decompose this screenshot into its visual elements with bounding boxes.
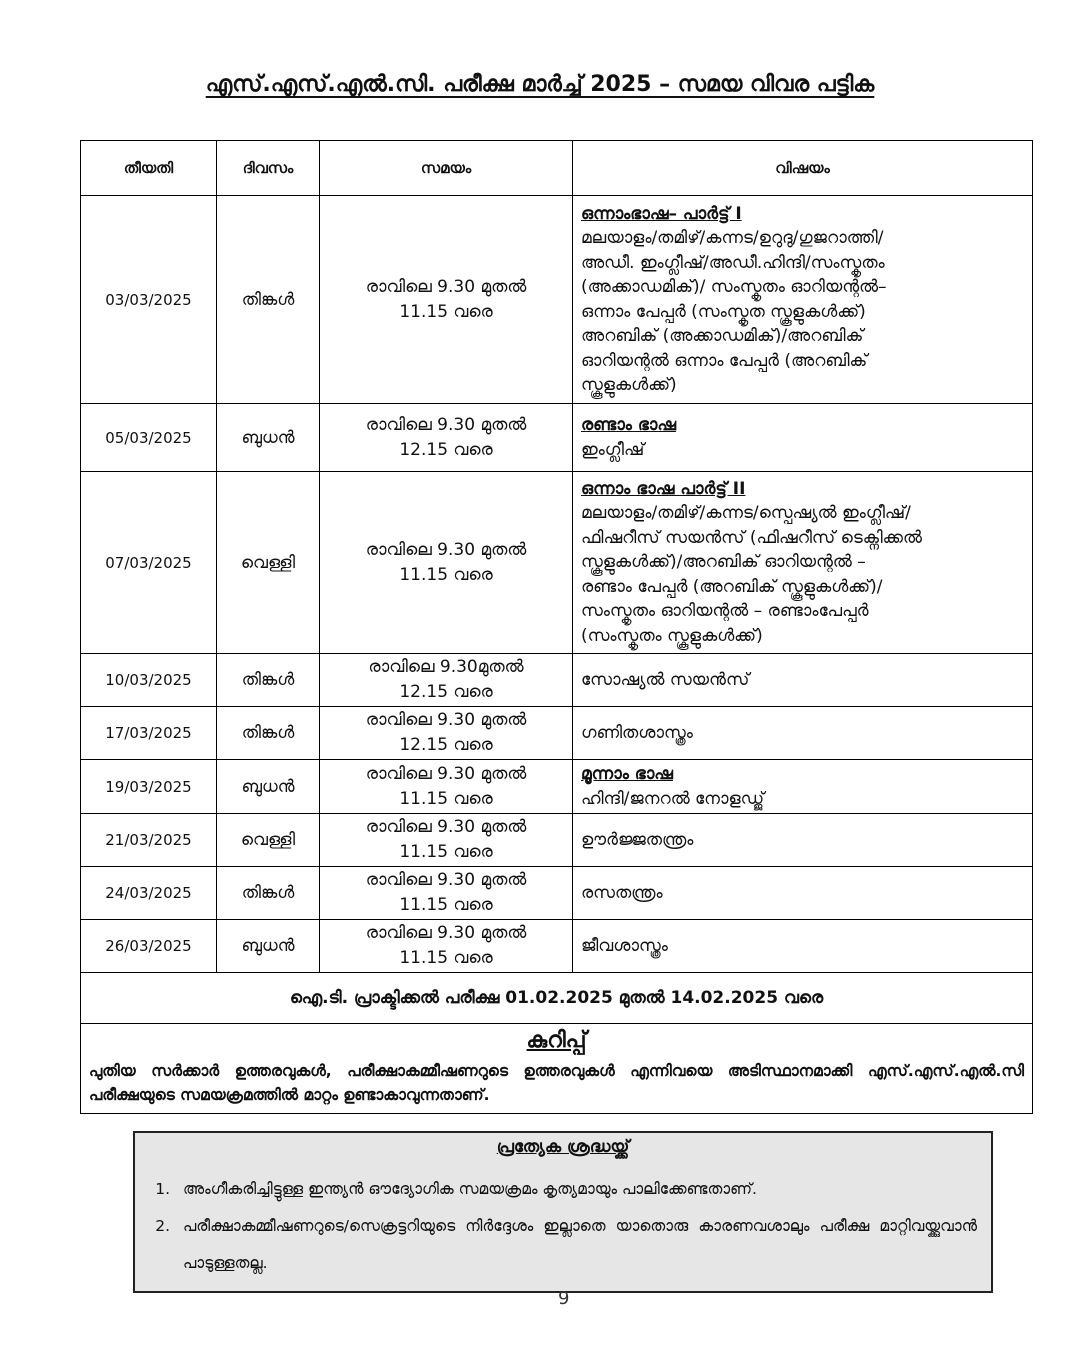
subject-line: ഗണിതശാസ്ത്രം bbox=[581, 722, 693, 743]
page-title: എസ്.എസ്.എൽ.സി. പരീക്ഷ മാർച്ച് 2025 – സമയ വിവര പട്ടിക bbox=[205, 72, 875, 97]
exam-day: ബുധൻ bbox=[217, 920, 320, 973]
subject-line: അഡീ. ഇംഗ്ലീഷ്/അഡീ.ഹിന്ദി/സംസ്കൃതം bbox=[581, 252, 885, 273]
it-practical-row bbox=[81, 973, 1033, 1024]
list-item: 2. പരീക്ഷാകമ്മീഷണറുടെ/സെക്രട്ടറിയുടെ നിർദ്ദേശം ഇല്ലാതെ യാതൊരു കാരണവശാലും പരീക്ഷ മാറ്റിവയ്ക്കുവാൻ പാടുള്ളതല്ല. bbox=[175, 1208, 977, 1282]
subject-heading: ഒന്നാംഭാഷ– പാർട്ട് I bbox=[581, 203, 742, 224]
exam-day: ബുധൻ bbox=[217, 760, 320, 814]
list-item: 1. അംഗീകരിച്ചിട്ടുള്ള ഇന്ത്യൻ ഔദ്യോഗിക സമയക്രമം കൃത്യമായും പാലിക്കേണ്ടതാണ്. bbox=[175, 1171, 977, 1208]
exam-day: തിങ്കൾ bbox=[217, 867, 320, 920]
exam-day: തിങ്കൾ bbox=[217, 654, 320, 707]
time-end: 12.15 വരെ bbox=[399, 439, 493, 460]
page-number: 9 bbox=[558, 1288, 570, 1309]
exam-date: 26/03/2025 bbox=[81, 920, 217, 973]
exam-date: 07/03/2025 bbox=[81, 472, 217, 654]
special-attention-list bbox=[145, 1171, 977, 1282]
subject-line: ഊർജ്ജതന്ത്രം bbox=[581, 829, 694, 850]
subject-heading: രണ്ടാം ഭാഷ bbox=[581, 415, 677, 435]
exam-day: തിങ്കൾ bbox=[217, 707, 320, 760]
exam-date: 21/03/2025 bbox=[81, 814, 217, 867]
exam-subject bbox=[573, 196, 1033, 404]
time-start: രാവിലെ 9.30 മുതൽ bbox=[365, 276, 527, 297]
exam-subject bbox=[573, 654, 1033, 707]
subject-heading: ഒന്നാം ഭാഷ പാർട്ട് II bbox=[581, 478, 746, 499]
exam-time bbox=[320, 920, 573, 973]
subject-line: (സംസ്കൃതം സ്കൂളുകൾക്ക്) bbox=[581, 625, 763, 646]
subject-line: (അക്കാഡമിക്)/ സംസ്കൃതം ഓറിയന്റൽ– bbox=[581, 277, 887, 297]
exam-time bbox=[320, 867, 573, 920]
time-end: 11.15 വരെ bbox=[399, 788, 493, 809]
exam-day: ബുധൻ bbox=[217, 404, 320, 472]
table-row bbox=[81, 707, 1033, 760]
time-end: 11.15 വരെ bbox=[399, 564, 493, 585]
header-time: സമയം bbox=[320, 141, 573, 196]
time-end: 12.15 വരെ bbox=[399, 735, 493, 755]
exam-subject bbox=[573, 920, 1033, 973]
table-row bbox=[81, 654, 1033, 707]
exam-date: 17/03/2025 bbox=[81, 707, 217, 760]
subject-line: സ്കൂളുകൾക്ക്)/അറബിക് ഓറിയന്റൽ – bbox=[581, 552, 866, 573]
time-end: 12.15 വരെ bbox=[399, 682, 493, 702]
exam-subject bbox=[573, 707, 1033, 760]
header-date: തീയതി bbox=[81, 141, 217, 196]
exam-day: തിങ്കൾ bbox=[217, 196, 320, 404]
exam-time bbox=[320, 760, 573, 814]
subject-line: മലയാളം/തമിഴ്/കന്നട/ഉറുദു/ഗുജറാത്തി/ bbox=[581, 228, 884, 248]
it-practical-text: ഐ.ടി. പ്രാക്ടിക്കൽ പരീക്ഷ 01.02.2025 മുതൽ 14.02.2025 വരെ bbox=[81, 973, 1033, 1024]
table-header-row bbox=[81, 141, 1033, 196]
note-row bbox=[81, 1024, 1033, 1114]
exam-date: 24/03/2025 bbox=[81, 867, 217, 920]
exam-subject bbox=[573, 404, 1033, 472]
exam-day: വെള്ളി bbox=[217, 814, 320, 867]
time-start: രാവിലെ 9.30 മുതൽ bbox=[365, 710, 527, 730]
exam-time bbox=[320, 196, 573, 404]
exam-time bbox=[320, 654, 573, 707]
subject-line: മലയാളം/തമിഴ്/കന്നട/സ്പെഷ്യൽ ഇംഗ്ലീഷ്/ bbox=[581, 503, 911, 524]
time-end: 11.15 വരെ bbox=[399, 948, 493, 968]
exam-day: വെള്ളി bbox=[217, 472, 320, 654]
subject-line: സോഷ്യൽ സയൻസ് bbox=[581, 669, 750, 690]
table-row bbox=[81, 196, 1033, 404]
time-start: രാവിലെ 9.30 മുതൽ bbox=[365, 923, 527, 943]
exam-date: 05/03/2025 bbox=[81, 404, 217, 472]
time-start: രാവിലെ 9.30 മുതൽ bbox=[365, 414, 527, 435]
subject-heading: മൂന്നാം ഭാഷ bbox=[581, 764, 673, 784]
table-row bbox=[81, 760, 1033, 814]
exam-time bbox=[320, 814, 573, 867]
exam-subject bbox=[573, 472, 1033, 654]
exam-date: 19/03/2025 bbox=[81, 760, 217, 814]
exam-time bbox=[320, 707, 573, 760]
subject-line: ഒന്നാം പേപ്പർ (സംസ്കൃത സ്കൂളുകൾക്ക്) bbox=[581, 301, 866, 322]
special-attention-box bbox=[133, 1131, 993, 1293]
time-start: രാവിലെ 9.30 മുതൽ bbox=[365, 539, 527, 560]
exam-date: 03/03/2025 bbox=[81, 196, 217, 404]
subject-line: ജീവശാസ്ത്രം bbox=[581, 935, 668, 956]
header-day: ദിവസം bbox=[217, 141, 320, 196]
time-start: രാവിലെ 9.30 മുതൽ bbox=[365, 763, 527, 784]
subject-line: സംസ്കൃതം ഓറിയന്റൽ – രണ്ടാംപേപ്പർ bbox=[581, 601, 869, 622]
timetable bbox=[80, 140, 1033, 1114]
table-row bbox=[81, 920, 1033, 973]
time-end: 11.15 വരെ bbox=[399, 842, 493, 862]
time-start: രാവിലെ 9.30 മുതൽ bbox=[365, 817, 527, 837]
special-attention-heading: പ്രത്യേക ശ്രദ്ധയ്ക്ക് bbox=[496, 1137, 630, 1157]
subject-line: ഹിന്ദി/ജനറൽ നോളഡ്ജ് bbox=[581, 788, 765, 809]
exam-subject bbox=[573, 814, 1033, 867]
time-end: 11.15 വരെ bbox=[399, 895, 493, 915]
table-row bbox=[81, 867, 1033, 920]
note-heading: കുറിപ്പ് bbox=[526, 1028, 587, 1053]
table-row bbox=[81, 404, 1033, 472]
exam-time bbox=[320, 472, 573, 654]
time-end: 11.15 വരെ bbox=[399, 301, 493, 322]
exam-subject bbox=[573, 867, 1033, 920]
exam-time bbox=[320, 404, 573, 472]
time-start: രാവിലെ 9.30 മുതൽ bbox=[365, 870, 527, 890]
subject-line: ഓറിയന്റൽ ഒന്നാം പേപ്പർ (അറബിക് bbox=[581, 350, 868, 371]
subject-line: ഇംഗ്ലീഷ് bbox=[581, 439, 645, 460]
time-start: രാവിലെ 9.30മുതൽ bbox=[368, 657, 524, 677]
subject-line: ഫിഷറീസ് സയൻസ് (ഫിഷറീസ് ടെക്നിക്കൽ bbox=[581, 527, 922, 548]
exam-date: 10/03/2025 bbox=[81, 654, 217, 707]
subject-line: സ്കൂളുകൾക്ക്) bbox=[581, 375, 677, 395]
table-row bbox=[81, 814, 1033, 867]
exam-subject bbox=[573, 760, 1033, 814]
subject-line: അറബിക് (അക്കാഡമിക്)/അറബിക് bbox=[581, 326, 864, 346]
table-row bbox=[81, 472, 1033, 654]
subject-line: രണ്ടാം പേപ്പർ (അറബിക് സ്കൂളുകൾക്ക്)/ bbox=[581, 576, 883, 597]
note-text: പുതിയ സർക്കാർ ഉത്തരവുകൾ, പരീക്ഷാകമ്മീഷണറുടെ ഉത്തരവുകൾ എന്നിവയെ അടിസ്ഥാനമാക്കി എസ്.എസ്.എൽ.സി പരീക്ഷയുടെ സമയക്രമത്തിൽ മാറ്റം ഉണ്ടാകാവുന്നതാണ്. bbox=[89, 1062, 1024, 1104]
header-subject: വിഷയം bbox=[573, 141, 1033, 196]
subject-line: രസതന്ത്രം bbox=[581, 882, 663, 903]
